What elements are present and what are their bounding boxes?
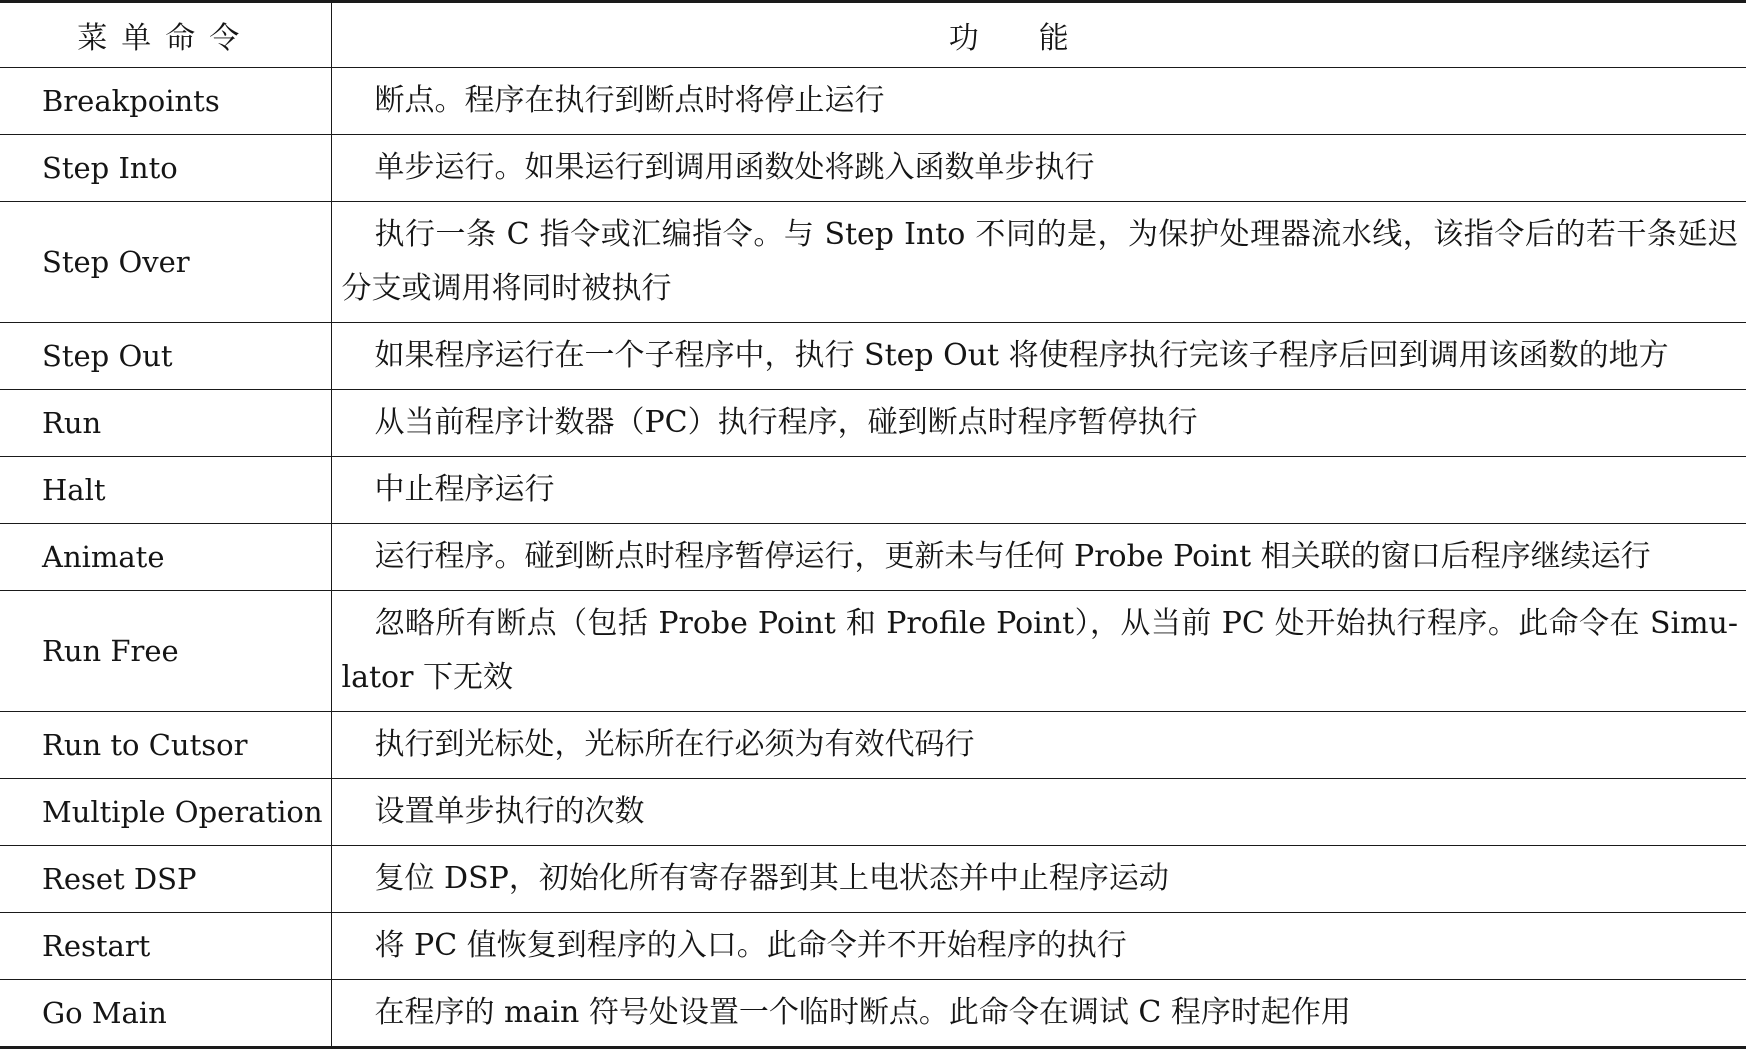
function-cell: 执行一条 C 指令或汇编指令。与 Step Into 不同的是，为保护处理器流水线，该指令后的若干条延迟分支或调用将同时被执行 xyxy=(331,202,1746,323)
table-row xyxy=(0,846,1746,913)
function-cell: 忽略所有断点（包括 Probe Point 和 Profile Point），从当前 PC 处开始执行程序。此命令在 Simu-lator 下无效 xyxy=(331,591,1746,712)
table-row xyxy=(0,591,1746,712)
function-cell: 设置单步执行的次数 xyxy=(331,779,1746,846)
table-row xyxy=(0,135,1746,202)
command-cell: Halt xyxy=(0,457,331,524)
function-cell: 在程序的 main 符号处设置一个临时断点。此命令在调试 C 程序时起作用 xyxy=(331,980,1746,1048)
table-row xyxy=(0,913,1746,980)
function-cell: 单步运行。如果运行到调用函数处将跳入函数单步执行 xyxy=(331,135,1746,202)
table-row xyxy=(0,712,1746,779)
table-row xyxy=(0,390,1746,457)
table-row xyxy=(0,980,1746,1048)
command-cell: Animate xyxy=(0,524,331,591)
header-menu-command: 菜单命令 xyxy=(0,2,331,68)
table-row xyxy=(0,323,1746,390)
table-row xyxy=(0,202,1746,323)
command-cell: Reset DSP xyxy=(0,846,331,913)
function-cell: 从当前程序计数器（PC）执行程序，碰到断点时程序暂停执行 xyxy=(331,390,1746,457)
table-row xyxy=(0,457,1746,524)
command-cell: Go Main xyxy=(0,980,331,1048)
function-cell: 执行到光标处，光标所在行必须为有效代码行 xyxy=(331,712,1746,779)
function-cell: 复位 DSP，初始化所有寄存器到其上电状态并中止程序运动 xyxy=(331,846,1746,913)
command-cell: Step Over xyxy=(0,202,331,323)
command-cell: Step Into xyxy=(0,135,331,202)
table-row xyxy=(0,779,1746,846)
function-cell: 中止程序运行 xyxy=(331,457,1746,524)
command-cell: Restart xyxy=(0,913,331,980)
table-row xyxy=(0,524,1746,591)
function-cell: 断点。程序在执行到断点时将停止运行 xyxy=(331,68,1746,135)
command-cell: Breakpoints xyxy=(0,68,331,135)
function-cell: 如果程序运行在一个子程序中，执行 Step Out 将使程序执行完该子程序后回到调用该函数的地方 xyxy=(331,323,1746,390)
command-cell: Run Free xyxy=(0,591,331,712)
command-cell: Run to Cutsor xyxy=(0,712,331,779)
table-header-row xyxy=(0,2,1746,68)
header-function: 功能 xyxy=(331,2,1746,68)
function-cell: 运行程序。碰到断点时程序暂停运行，更新未与任何 Probe Point 相关联的窗口后程序继续运行 xyxy=(331,524,1746,591)
function-cell: 将 PC 值恢复到程序的入口。此命令并不开始程序的执行 xyxy=(331,913,1746,980)
command-cell: Multiple Operation xyxy=(0,779,331,846)
command-cell: Run xyxy=(0,390,331,457)
command-cell: Step Out xyxy=(0,323,331,390)
table-row xyxy=(0,68,1746,135)
